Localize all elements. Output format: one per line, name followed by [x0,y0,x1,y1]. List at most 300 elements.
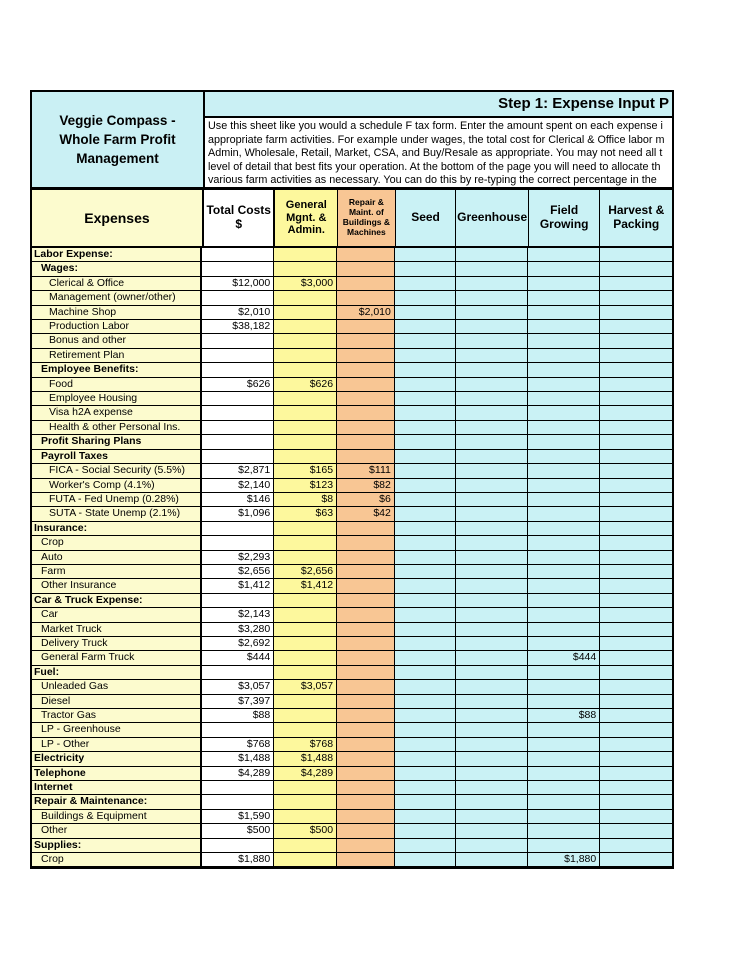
field-growing-cell[interactable] [528,695,600,709]
seed-cell[interactable] [395,723,456,737]
greenhouse-cell[interactable] [456,795,529,809]
seed-cell[interactable] [395,320,456,334]
greenhouse-cell[interactable] [456,723,529,737]
repair-maint-cell[interactable] [337,752,395,766]
harvest-packing-cell[interactable] [600,752,672,766]
seed-cell[interactable] [395,781,456,795]
harvest-packing-cell[interactable] [600,853,672,867]
general-admin-cell[interactable] [274,349,337,363]
total-costs-cell[interactable] [202,435,274,449]
total-costs-cell[interactable]: $3,057 [202,680,274,694]
greenhouse-cell[interactable] [456,435,529,449]
seed-cell[interactable] [395,795,456,809]
field-growing-cell[interactable] [528,795,600,809]
repair-maint-cell[interactable] [337,522,395,536]
harvest-packing-cell[interactable] [600,637,672,651]
general-admin-cell[interactable] [274,551,337,565]
harvest-packing-cell[interactable] [600,565,672,579]
total-costs-cell[interactable]: $768 [202,738,274,752]
field-growing-cell[interactable] [528,320,600,334]
expense-label-cell[interactable]: Production Labor [32,320,202,334]
general-admin-cell[interactable]: $1,412 [274,579,337,593]
seed-cell[interactable] [395,824,456,838]
repair-maint-cell[interactable] [337,666,395,680]
total-costs-cell[interactable] [202,406,274,420]
harvest-packing-cell[interactable] [600,695,672,709]
expense-label-cell[interactable]: Visa h2A expense [32,406,202,420]
greenhouse-cell[interactable] [456,349,529,363]
repair-maint-cell[interactable] [337,421,395,435]
field-growing-cell[interactable] [528,406,600,420]
total-costs-cell[interactable] [202,839,274,853]
field-growing-cell[interactable] [528,839,600,853]
general-admin-cell[interactable]: $626 [274,378,337,392]
seed-cell[interactable] [395,536,456,550]
seed-cell[interactable] [395,334,456,348]
repair-maint-cell[interactable] [337,608,395,622]
field-growing-cell[interactable] [528,565,600,579]
expense-label-cell[interactable]: Payroll Taxes [32,450,202,464]
harvest-packing-cell[interactable] [600,262,672,276]
column-header-repair-maint[interactable]: Repair & Maint. of Buildings & Machines [338,190,396,246]
general-admin-cell[interactable]: $4,289 [274,767,337,781]
greenhouse-cell[interactable] [456,579,529,593]
harvest-packing-cell[interactable] [600,248,672,262]
seed-cell[interactable] [395,608,456,622]
field-growing-cell[interactable] [528,637,600,651]
total-costs-cell[interactable]: $2,871 [202,464,274,478]
total-costs-cell[interactable] [202,334,274,348]
expense-label-cell[interactable]: Crop [32,853,202,867]
greenhouse-cell[interactable] [456,824,529,838]
expense-label-cell[interactable]: Unleaded Gas [32,680,202,694]
repair-maint-cell[interactable] [337,349,395,363]
total-costs-cell[interactable] [202,723,274,737]
expense-label-cell[interactable]: Supplies: [32,839,202,853]
repair-maint-cell[interactable] [337,551,395,565]
expense-label-cell[interactable]: Health & other Personal Ins. [32,421,202,435]
harvest-packing-cell[interactable] [600,435,672,449]
harvest-packing-cell[interactable] [600,406,672,420]
repair-maint-cell[interactable] [337,291,395,305]
field-growing-cell[interactable] [528,248,600,262]
field-growing-cell[interactable] [528,507,600,521]
general-admin-cell[interactable] [274,781,337,795]
total-costs-cell[interactable]: $2,010 [202,306,274,320]
general-admin-cell[interactable] [274,320,337,334]
greenhouse-cell[interactable] [456,291,529,305]
repair-maint-cell[interactable] [337,810,395,824]
greenhouse-cell[interactable] [456,392,529,406]
general-admin-cell[interactable] [274,262,337,276]
seed-cell[interactable] [395,262,456,276]
seed-cell[interactable] [395,479,456,493]
repair-maint-cell[interactable]: $6 [337,493,395,507]
expense-label-cell[interactable]: Tractor Gas [32,709,202,723]
expense-label-cell[interactable]: Car [32,608,202,622]
seed-cell[interactable] [395,623,456,637]
field-growing-cell[interactable] [528,306,600,320]
total-costs-cell[interactable] [202,536,274,550]
harvest-packing-cell[interactable] [600,551,672,565]
general-admin-cell[interactable]: $500 [274,824,337,838]
greenhouse-cell[interactable] [456,608,529,622]
total-costs-cell[interactable] [202,781,274,795]
greenhouse-cell[interactable] [456,334,529,348]
greenhouse-cell[interactable] [456,767,529,781]
total-costs-cell[interactable] [202,262,274,276]
seed-cell[interactable] [395,695,456,709]
expense-label-cell[interactable]: Retirement Plan [32,349,202,363]
repair-maint-cell[interactable] [337,248,395,262]
greenhouse-cell[interactable] [456,378,529,392]
expense-label-cell[interactable]: Clerical & Office [32,277,202,291]
general-admin-cell[interactable]: $123 [274,479,337,493]
expense-label-cell[interactable]: Fuel: [32,666,202,680]
field-growing-cell[interactable]: $1,880 [528,853,600,867]
greenhouse-cell[interactable] [456,853,529,867]
greenhouse-cell[interactable] [456,623,529,637]
repair-maint-cell[interactable]: $42 [337,507,395,521]
harvest-packing-cell[interactable] [600,522,672,536]
total-costs-cell[interactable] [202,666,274,680]
field-growing-cell[interactable] [528,723,600,737]
seed-cell[interactable] [395,392,456,406]
general-admin-cell[interactable] [274,623,337,637]
field-growing-cell[interactable] [528,378,600,392]
repair-maint-cell[interactable] [337,738,395,752]
seed-cell[interactable] [395,291,456,305]
greenhouse-cell[interactable] [456,507,529,521]
seed-cell[interactable] [395,752,456,766]
expense-label-cell[interactable]: Employee Housing [32,392,202,406]
general-admin-cell[interactable] [274,406,337,420]
total-costs-cell[interactable]: $1,590 [202,810,274,824]
repair-maint-cell[interactable]: $2,010 [337,306,395,320]
expense-label-cell[interactable]: Electricity [32,752,202,766]
column-header-expenses[interactable]: Expenses [32,190,204,246]
general-admin-cell[interactable] [274,291,337,305]
harvest-packing-cell[interactable] [600,421,672,435]
field-growing-cell[interactable] [528,608,600,622]
total-costs-cell[interactable] [202,392,274,406]
total-costs-cell[interactable] [202,795,274,809]
column-header-field-growing[interactable]: Field Growing [529,190,601,246]
greenhouse-cell[interactable] [456,839,529,853]
total-costs-cell[interactable] [202,594,274,608]
seed-cell[interactable] [395,363,456,377]
expense-label-cell[interactable]: FICA - Social Security (5.5%) [32,464,202,478]
greenhouse-cell[interactable] [456,320,529,334]
greenhouse-cell[interactable] [456,752,529,766]
general-admin-cell[interactable] [274,795,337,809]
total-costs-cell[interactable]: $1,880 [202,853,274,867]
harvest-packing-cell[interactable] [600,378,672,392]
repair-maint-cell[interactable]: $82 [337,479,395,493]
greenhouse-cell[interactable] [456,363,529,377]
greenhouse-cell[interactable] [456,651,529,665]
expense-label-cell[interactable]: Internet [32,781,202,795]
greenhouse-cell[interactable] [456,594,529,608]
seed-cell[interactable] [395,738,456,752]
repair-maint-cell[interactable] [337,594,395,608]
total-costs-cell[interactable] [202,522,274,536]
field-growing-cell[interactable] [528,334,600,348]
seed-cell[interactable] [395,507,456,521]
seed-cell[interactable] [395,349,456,363]
general-admin-cell[interactable] [274,651,337,665]
harvest-packing-cell[interactable] [600,666,672,680]
seed-cell[interactable] [395,680,456,694]
harvest-packing-cell[interactable] [600,709,672,723]
seed-cell[interactable] [395,594,456,608]
harvest-packing-cell[interactable] [600,839,672,853]
total-costs-cell[interactable]: $444 [202,651,274,665]
harvest-packing-cell[interactable] [600,767,672,781]
harvest-packing-cell[interactable] [600,479,672,493]
harvest-packing-cell[interactable] [600,450,672,464]
total-costs-cell[interactable]: $12,000 [202,277,274,291]
seed-cell[interactable] [395,306,456,320]
seed-cell[interactable] [395,551,456,565]
column-header-general-admin[interactable]: General Mgnt. & Admin. [275,190,338,246]
field-growing-cell[interactable] [528,450,600,464]
seed-cell[interactable] [395,853,456,867]
harvest-packing-cell[interactable] [600,824,672,838]
repair-maint-cell[interactable] [337,781,395,795]
repair-maint-cell[interactable] [337,824,395,838]
general-admin-cell[interactable] [274,363,337,377]
column-header-harvest-packing[interactable]: Harvest & Packing [600,190,672,246]
repair-maint-cell[interactable]: $111 [337,464,395,478]
seed-cell[interactable] [395,421,456,435]
expense-label-cell[interactable]: Other [32,824,202,838]
field-growing-cell[interactable] [528,810,600,824]
repair-maint-cell[interactable] [337,579,395,593]
expense-label-cell[interactable]: LP - Other [32,738,202,752]
seed-cell[interactable] [395,248,456,262]
repair-maint-cell[interactable] [337,853,395,867]
repair-maint-cell[interactable] [337,565,395,579]
harvest-packing-cell[interactable] [600,464,672,478]
repair-maint-cell[interactable] [337,435,395,449]
harvest-packing-cell[interactable] [600,795,672,809]
expense-label-cell[interactable]: Labor Expense: [32,248,202,262]
seed-cell[interactable] [395,651,456,665]
harvest-packing-cell[interactable] [600,738,672,752]
general-admin-cell[interactable] [274,608,337,622]
seed-cell[interactable] [395,450,456,464]
total-costs-cell[interactable]: $88 [202,709,274,723]
column-header-greenhouse[interactable]: Greenhouse [456,190,529,246]
total-costs-cell[interactable] [202,363,274,377]
seed-cell[interactable] [395,522,456,536]
harvest-packing-cell[interactable] [600,507,672,521]
greenhouse-cell[interactable] [456,695,529,709]
repair-maint-cell[interactable] [337,795,395,809]
repair-maint-cell[interactable] [337,363,395,377]
general-admin-cell[interactable]: $2,656 [274,565,337,579]
repair-maint-cell[interactable] [337,406,395,420]
harvest-packing-cell[interactable] [600,810,672,824]
expense-label-cell[interactable]: Wages: [32,262,202,276]
general-admin-cell[interactable] [274,392,337,406]
harvest-packing-cell[interactable] [600,493,672,507]
greenhouse-cell[interactable] [456,450,529,464]
general-admin-cell[interactable] [274,637,337,651]
general-admin-cell[interactable]: $165 [274,464,337,478]
greenhouse-cell[interactable] [456,666,529,680]
harvest-packing-cell[interactable] [600,680,672,694]
expense-label-cell[interactable]: Machine Shop [32,306,202,320]
general-admin-cell[interactable] [274,666,337,680]
seed-cell[interactable] [395,464,456,478]
general-admin-cell[interactable]: $1,488 [274,752,337,766]
field-growing-cell[interactable]: $444 [528,651,600,665]
general-admin-cell[interactable] [274,536,337,550]
harvest-packing-cell[interactable] [600,608,672,622]
expense-label-cell[interactable]: Food [32,378,202,392]
repair-maint-cell[interactable] [337,536,395,550]
harvest-packing-cell[interactable] [600,363,672,377]
harvest-packing-cell[interactable] [600,392,672,406]
seed-cell[interactable] [395,406,456,420]
general-admin-cell[interactable]: $768 [274,738,337,752]
greenhouse-cell[interactable] [456,479,529,493]
field-growing-cell[interactable] [528,738,600,752]
expense-label-cell[interactable]: Management (owner/other) [32,291,202,305]
total-costs-cell[interactable]: $2,293 [202,551,274,565]
greenhouse-cell[interactable] [456,551,529,565]
repair-maint-cell[interactable] [337,378,395,392]
greenhouse-cell[interactable] [456,680,529,694]
general-admin-cell[interactable]: $3,000 [274,277,337,291]
seed-cell[interactable] [395,839,456,853]
harvest-packing-cell[interactable] [600,349,672,363]
harvest-packing-cell[interactable] [600,781,672,795]
field-growing-cell[interactable] [528,435,600,449]
repair-maint-cell[interactable] [337,334,395,348]
harvest-packing-cell[interactable] [600,579,672,593]
expense-label-cell[interactable]: Diesel [32,695,202,709]
total-costs-cell[interactable] [202,291,274,305]
field-growing-cell[interactable] [528,349,600,363]
harvest-packing-cell[interactable] [600,291,672,305]
column-header-seed[interactable]: Seed [396,190,457,246]
total-costs-cell[interactable]: $2,143 [202,608,274,622]
greenhouse-cell[interactable] [456,262,529,276]
greenhouse-cell[interactable] [456,781,529,795]
general-admin-cell[interactable] [274,435,337,449]
column-header-total-costs[interactable]: Total Costs $ [204,190,276,246]
field-growing-cell[interactable] [528,479,600,493]
seed-cell[interactable] [395,493,456,507]
total-costs-cell[interactable]: $4,289 [202,767,274,781]
general-admin-cell[interactable] [274,853,337,867]
repair-maint-cell[interactable] [337,651,395,665]
greenhouse-cell[interactable] [456,522,529,536]
total-costs-cell[interactable]: $2,656 [202,565,274,579]
general-admin-cell[interactable] [274,709,337,723]
expense-label-cell[interactable]: Farm [32,565,202,579]
general-admin-cell[interactable] [274,421,337,435]
general-admin-cell[interactable] [274,248,337,262]
expense-label-cell[interactable]: General Farm Truck [32,651,202,665]
repair-maint-cell[interactable] [337,839,395,853]
greenhouse-cell[interactable] [456,493,529,507]
expense-label-cell[interactable]: Car & Truck Expense: [32,594,202,608]
greenhouse-cell[interactable] [456,306,529,320]
greenhouse-cell[interactable] [456,810,529,824]
total-costs-cell[interactable]: $2,140 [202,479,274,493]
seed-cell[interactable] [395,435,456,449]
general-admin-cell[interactable] [274,810,337,824]
field-growing-cell[interactable] [528,493,600,507]
greenhouse-cell[interactable] [456,248,529,262]
expense-label-cell[interactable]: Other Insurance [32,579,202,593]
seed-cell[interactable] [395,709,456,723]
greenhouse-cell[interactable] [456,277,529,291]
field-growing-cell[interactable] [528,464,600,478]
greenhouse-cell[interactable] [456,421,529,435]
expense-label-cell[interactable]: Auto [32,551,202,565]
expense-label-cell[interactable]: Insurance: [32,522,202,536]
field-growing-cell[interactable] [528,752,600,766]
repair-maint-cell[interactable] [337,277,395,291]
repair-maint-cell[interactable] [337,709,395,723]
field-growing-cell[interactable] [528,824,600,838]
harvest-packing-cell[interactable] [600,536,672,550]
total-costs-cell[interactable]: $1,096 [202,507,274,521]
expense-label-cell[interactable]: SUTA - State Unemp (2.1%) [32,507,202,521]
expense-label-cell[interactable]: Telephone [32,767,202,781]
greenhouse-cell[interactable] [456,738,529,752]
repair-maint-cell[interactable] [337,320,395,334]
general-admin-cell[interactable] [274,450,337,464]
expense-label-cell[interactable]: Repair & Maintenance: [32,795,202,809]
seed-cell[interactable] [395,637,456,651]
general-admin-cell[interactable] [274,695,337,709]
expense-label-cell[interactable]: Crop [32,536,202,550]
expense-label-cell[interactable]: Buildings & Equipment [32,810,202,824]
seed-cell[interactable] [395,767,456,781]
general-admin-cell[interactable] [274,723,337,737]
field-growing-cell[interactable] [528,262,600,276]
general-admin-cell[interactable]: $8 [274,493,337,507]
total-costs-cell[interactable]: $626 [202,378,274,392]
harvest-packing-cell[interactable] [600,334,672,348]
seed-cell[interactable] [395,579,456,593]
general-admin-cell[interactable] [274,839,337,853]
field-growing-cell[interactable] [528,781,600,795]
greenhouse-cell[interactable] [456,464,529,478]
greenhouse-cell[interactable] [456,536,529,550]
field-growing-cell[interactable]: $88 [528,709,600,723]
field-growing-cell[interactable] [528,551,600,565]
field-growing-cell[interactable] [528,421,600,435]
harvest-packing-cell[interactable] [600,723,672,737]
general-admin-cell[interactable] [274,306,337,320]
expense-label-cell[interactable]: Bonus and other [32,334,202,348]
total-costs-cell[interactable]: $1,412 [202,579,274,593]
field-growing-cell[interactable] [528,277,600,291]
seed-cell[interactable] [395,810,456,824]
harvest-packing-cell[interactable] [600,320,672,334]
general-admin-cell[interactable] [274,522,337,536]
total-costs-cell[interactable]: $2,692 [202,637,274,651]
harvest-packing-cell[interactable] [600,623,672,637]
total-costs-cell[interactable] [202,349,274,363]
